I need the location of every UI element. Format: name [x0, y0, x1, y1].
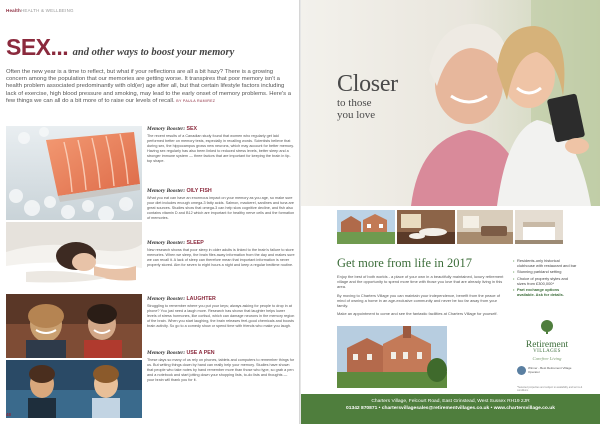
thumb-lounge — [457, 210, 513, 244]
photo-charters-house — [337, 326, 447, 388]
item-prefix: Memory Booster: — [147, 240, 186, 246]
memory-booster-laughter — [147, 296, 295, 329]
item-prefix: Memory Booster: — [147, 188, 186, 194]
thumb-bedroom — [515, 210, 563, 244]
award-text: Winner - Best Retirement Village Operator — [528, 365, 572, 374]
item-keyword: LAUGHTER — [186, 296, 216, 302]
headline-main: SEX... — [6, 34, 69, 60]
retirement-villages-logo — [516, 320, 578, 361]
award-icon — [517, 366, 526, 375]
item-prefix: Memory Booster: — [147, 296, 186, 302]
feature-item: • Residents-only historical clubhouse with restaurant and bar — [513, 258, 577, 268]
item-keyword: USE A PEN — [186, 350, 215, 356]
hero-subtitle — [337, 97, 375, 121]
byline: BY PAULA RAMIREZ — [176, 98, 216, 103]
thumb-village-houses — [337, 210, 395, 244]
item-body: What you eat can have an enormous impact on your memory as you age, so make sure your diet includes enough omega-3 fatty acids. Salmon, mackerel, sardines and tuna are great sources. Studies show that omega-3 can help slow cognitive decline, and fish also contains vitamin D and B12 which are important for healthy nerve cells and the formation of memories. — [147, 195, 295, 220]
section-prefix: Health — [6, 8, 21, 13]
item-body: These days so many of us rely on phones, tablets and computers to remember things for us. But writing things down by hand can really help your memory. Studies have shown that people who take notes by hand remember more than those who type, so grab a pen and a notebook and start jotting down your shopping lists, to-do lists and thoughts — your brain will thank you for it. — [147, 357, 295, 382]
left-page-article — [0, 0, 299, 424]
award-badge — [517, 366, 577, 375]
photo-cinema-friends — [6, 360, 142, 418]
small-print: *Selected properties and subject to availability and terms & conditions — [517, 386, 583, 392]
feature-item-highlight: • Part exchange options available. Ask for details. — [513, 287, 577, 297]
item-prefix: Memory Booster: — [147, 126, 186, 132]
advert-footer — [301, 394, 600, 424]
item-heading — [147, 126, 295, 132]
photo-laughter — [6, 294, 142, 358]
feature-list — [513, 258, 577, 299]
logo-tagline: Carefree Living — [532, 356, 562, 361]
intro-text: Often the new year is a time to reflect, but what if your reflections are all a bit hazy? There is a growing concern among the population that our memories are getting worse. It transpires that poor memory isn't a health problem associated predominantly with old(er) age after all, but that certain lifestyle factors including lack of exercise, high blood pressure and smoking, may lead to the early onset of memory problems. Here's a few things we can all do a bit more of to raise our levels of recall. — [6, 69, 291, 104]
feature-item: • Stunning parkland setting — [513, 269, 577, 274]
section-tag — [6, 8, 74, 13]
item-prefix: Memory Booster: — [147, 350, 186, 356]
photo-fish — [6, 126, 142, 220]
hero-subtitle-line1: to those — [337, 97, 372, 109]
hero-subtitle-line2: you love — [337, 109, 376, 121]
footer-contact: 01342 870871 • chartersvillagesales@retirementvillages.co.uk • www.chartersvillage.co.uk — [346, 405, 555, 411]
memory-booster-oily-fish — [147, 188, 295, 221]
tree-logo-icon — [538, 320, 556, 334]
memory-booster-use-a-pen — [147, 350, 295, 383]
item-body: The recent results of a Canadian study found that women who regularly get laid performed better on memory tests, especially in recalling words. Scientists believe that during sex, the hippocampus grows new neurons, which may account for better memory. Having sex regularly has also been linked to reduced stress levels, better sleep and a stronger immune system — three factors that are important for keeping the brain in tip-top shape. — [147, 133, 294, 163]
feature-item: • Choice of property styles and sizes from £300,000* — [513, 276, 577, 286]
article-headline — [6, 34, 234, 61]
advert-paragraph: By moving to Charters Village you can maintain your independence, benefit from the peace of mind of owning a home in an age-exclusive community and never be too far away from your family. — [337, 292, 500, 309]
item-heading — [147, 240, 295, 246]
advert-heading: Get more from life in 2017 — [337, 256, 473, 270]
photo-sleep — [6, 222, 142, 292]
item-body: Struggling to remember where you put your keys; always asking for people to drop in at phone? You just need a laugh more. Research has shown that laughter helps lower levels of stress hormones, like cortisol, which can damage neurons in the memory region of the brain. When you start laughing, the brain releases feel-good chemicals and boosts brain activity. So go to a comedy show or spend time with friends who make you laugh. — [147, 303, 295, 328]
item-keyword: OILY FISH — [186, 188, 212, 194]
item-keyword: SLEEP — [186, 240, 204, 246]
advert-paragraph: Enjoy the best of both worlds - a place of your own in a beautifully maintained, luxury retirement village and the opportunity to spend more time with those you love that are already living in this area. — [337, 274, 504, 290]
article-intro — [6, 69, 293, 105]
section-name: HEALTH & WELLBEING — [20, 8, 74, 13]
headline-sub: and other ways to boost your memory — [72, 47, 235, 58]
item-keyword: SEX — [186, 126, 198, 132]
item-heading — [147, 188, 295, 194]
memory-booster-sleep — [147, 240, 295, 268]
logo-brand: Retirement — [525, 340, 569, 350]
hero-title: Closer — [337, 71, 398, 97]
logo-brand2: VILLAGES — [533, 349, 561, 354]
page-number: 48 — [6, 412, 12, 417]
right-page-advert — [301, 0, 600, 424]
advert-paragraph: Make an appointment to come and see the fantastic facilities at Charters Village for yourself. — [337, 311, 498, 317]
memory-booster-sex — [147, 126, 295, 164]
item-body: New research shows that poor sleep in older adults is linked to the brain's failure to store memories. When we sleep, the brain files away information from the day and makes sure we can recall it. A lack of sleep can therefore mean that important information is never properly stored. Aim for seven to eight hours a night and keep a regular bedtime routine. — [147, 247, 295, 267]
thumb-restaurant — [397, 210, 455, 244]
footer-address: Charters Village, Felcourt Road, East Grinstead, West Sussex RH19 2JR — [371, 399, 530, 404]
item-heading — [147, 296, 295, 302]
advert-body — [337, 274, 505, 319]
item-heading — [147, 350, 295, 356]
